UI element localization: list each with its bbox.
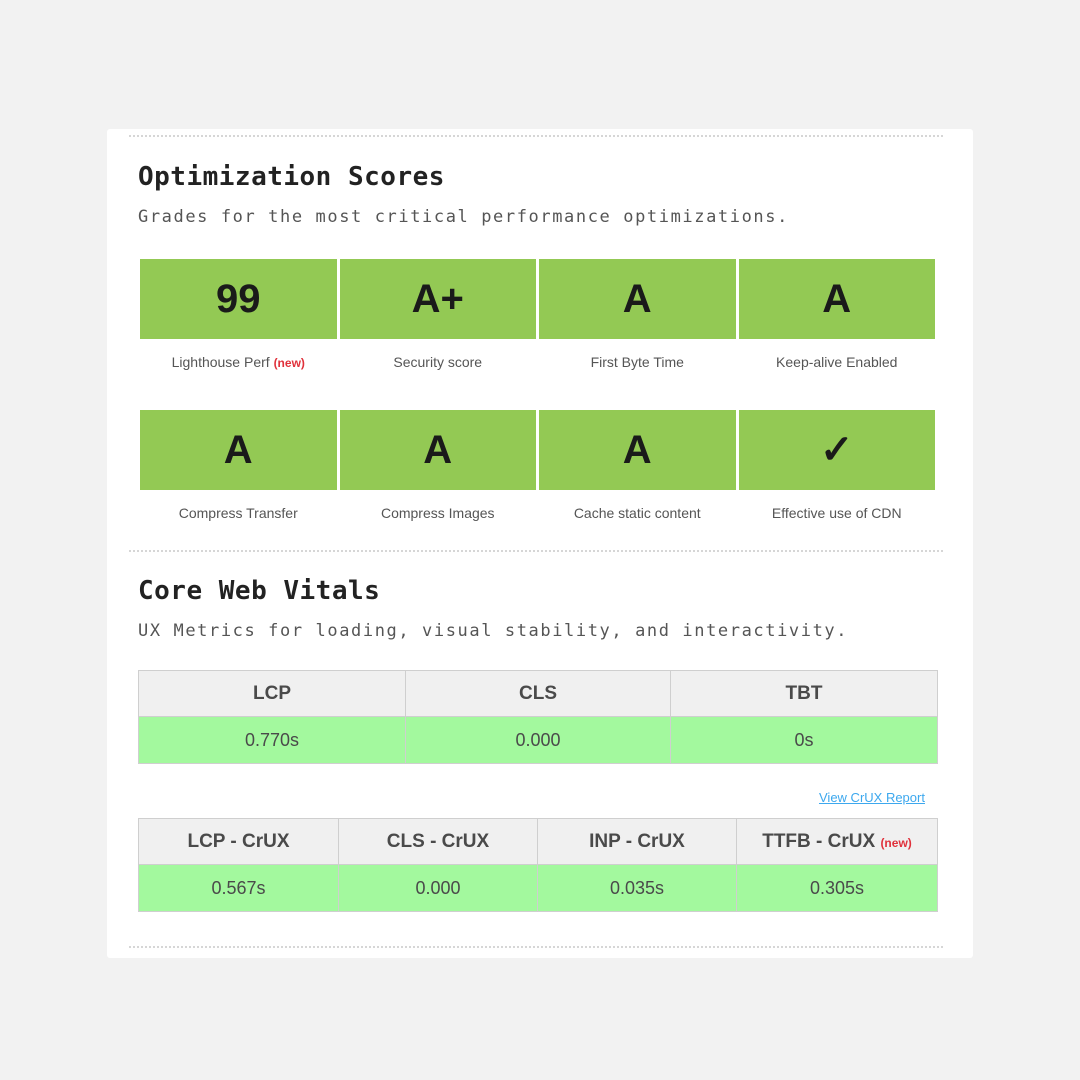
- grade-value: A: [140, 410, 337, 490]
- score-cache-static[interactable]: [539, 410, 736, 521]
- value-ttfb-crux: 0.305s: [737, 865, 938, 912]
- grade-label: [172, 354, 305, 370]
- grade-value: 99: [140, 259, 337, 339]
- header-cls-crux: CLS - CrUX: [339, 819, 538, 865]
- value-cls-crux: 0.000: [339, 865, 538, 912]
- header-inp-crux: INP - CrUX: [538, 819, 737, 865]
- grade-value: A: [539, 410, 736, 490]
- top-divider: [129, 135, 943, 137]
- score-first-byte-time[interactable]: [539, 259, 736, 370]
- header-ttfb-crux: [737, 819, 938, 865]
- grade-label: Effective use of CDN: [771, 505, 902, 521]
- table-row: [139, 717, 938, 764]
- bottom-divider: [129, 946, 943, 948]
- grade-label: Compress Transfer: [178, 505, 298, 521]
- score-compress-transfer[interactable]: [140, 410, 337, 521]
- optimization-title: Optimization Scores: [138, 162, 445, 192]
- value-tbt: 0s: [671, 717, 938, 764]
- value-lcp: 0.770s: [139, 717, 406, 764]
- vitals-subtitle: UX Metrics for loading, visual stability, and interactivity.: [138, 621, 849, 641]
- grade-label-text: Lighthouse Perf: [171, 354, 270, 370]
- header-lcp: LCP: [139, 671, 406, 717]
- value-cls: 0.000: [406, 717, 671, 764]
- score-security[interactable]: [340, 259, 537, 370]
- grade-label: First Byte Time: [590, 354, 684, 370]
- grade-label: Security score: [393, 354, 483, 370]
- grade-value: A: [539, 259, 736, 339]
- view-crux-report-link[interactable]: View CrUX Report: [819, 790, 925, 805]
- value-lcp-crux: 0.567s: [139, 865, 339, 912]
- grade-value: A: [340, 410, 537, 490]
- score-cdn[interactable]: [739, 410, 936, 521]
- score-compress-images[interactable]: [340, 410, 537, 521]
- lab-vitals-table: [138, 670, 938, 764]
- score-lighthouse-perf[interactable]: [140, 259, 337, 370]
- header-cls: CLS: [406, 671, 671, 717]
- checkmark-icon: ✓: [739, 410, 936, 490]
- section-divider: [129, 550, 943, 552]
- score-row-2: [140, 410, 935, 521]
- header-lcp-crux: LCP - CrUX: [139, 819, 339, 865]
- grade-label: Cache static content: [573, 505, 701, 521]
- header-ttfb-crux-label: TTFB - CrUX: [762, 830, 876, 852]
- new-badge: (new): [880, 835, 912, 850]
- crux-vitals-table: [138, 818, 938, 912]
- header-tbt: TBT: [671, 671, 938, 717]
- grade-value: A: [739, 259, 936, 339]
- table-header-row: [139, 819, 938, 865]
- score-keep-alive[interactable]: [739, 259, 936, 370]
- grade-label: Compress Images: [380, 505, 495, 521]
- new-badge: (new): [273, 356, 305, 370]
- table-header-row: [139, 671, 938, 717]
- vitals-title: Core Web Vitals: [138, 576, 381, 606]
- optimization-subtitle: Grades for the most critical performance optimizations.: [138, 207, 789, 227]
- value-inp-crux: 0.035s: [538, 865, 737, 912]
- grade-value: A+: [340, 259, 537, 339]
- grade-label: Keep-alive Enabled: [776, 354, 898, 370]
- report-card: [107, 129, 973, 958]
- score-row-1: [140, 259, 935, 370]
- table-row: [139, 865, 938, 912]
